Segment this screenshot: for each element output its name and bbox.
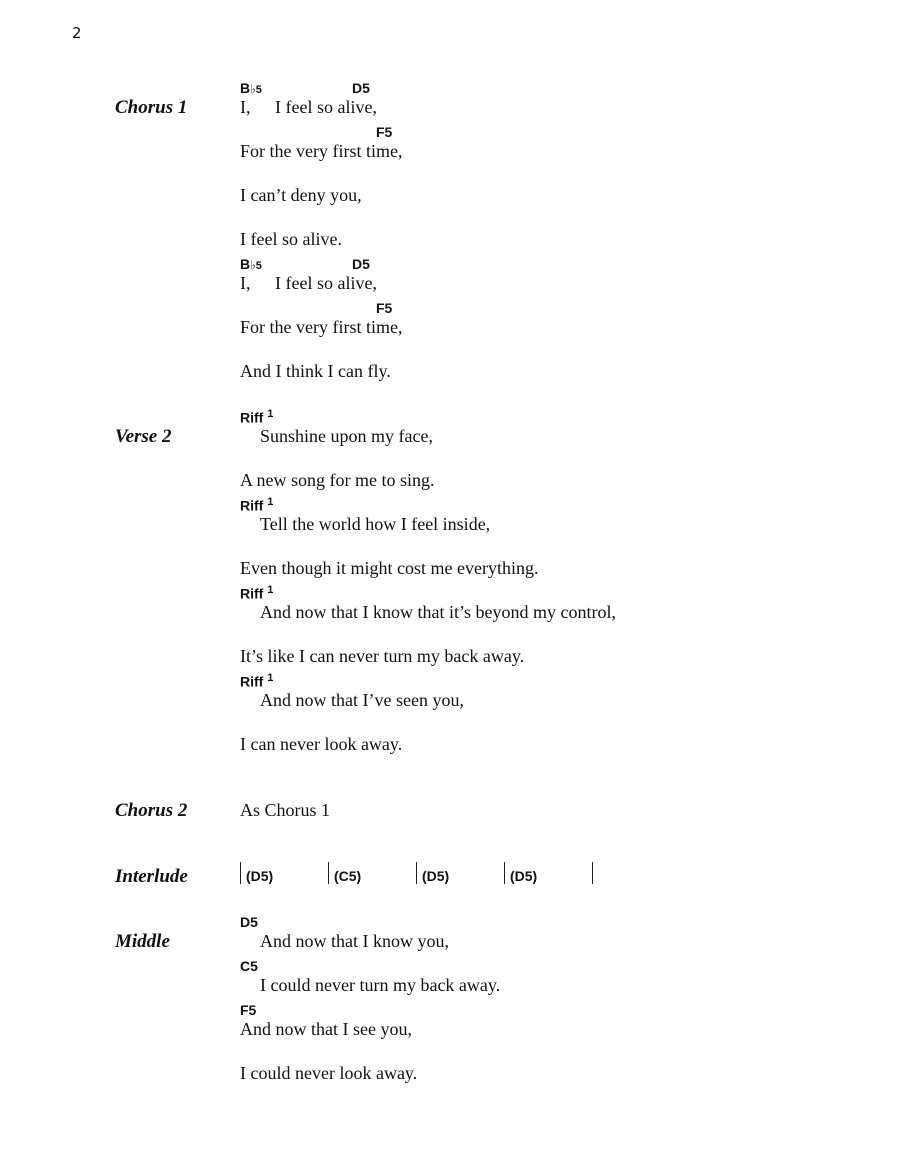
lyric-line: And now that I know you, <box>260 931 449 951</box>
lyric-line: And now that I’ve seen you, <box>260 690 464 710</box>
lyric-line: And now that I know that it’s beyond my control, <box>260 602 616 622</box>
lyric-line: I could never look away. <box>240 1063 418 1083</box>
riff-marker: Riff $^1$ <box>240 408 274 426</box>
lyric-line: Tell the world how I feel inside, <box>260 514 491 534</box>
lyric-line: And now that I see you, <box>240 1019 412 1039</box>
section-label-middle: Middle <box>115 931 170 952</box>
bar-line <box>592 862 593 884</box>
lyric-line: I could never turn my back away. <box>260 975 501 995</box>
riff-marker: Riff $^1$ <box>240 672 274 690</box>
bar-line <box>504 862 505 884</box>
page-number: 2 <box>72 24 82 42</box>
lyric-line: I feel so alive, <box>275 273 377 293</box>
interlude-chord: (D5) <box>422 868 450 884</box>
interlude-chord: (D5) <box>246 868 274 884</box>
interlude-chord: (C5) <box>334 868 362 884</box>
lyric-line: Sunshine upon my face, <box>260 426 433 446</box>
lyric-line: I, <box>240 273 251 293</box>
chord-d5: D5 <box>352 256 370 272</box>
lyric-line: And I think I can fly. <box>240 361 391 381</box>
bar-line <box>240 862 241 884</box>
interlude-chord: (D5) <box>510 868 538 884</box>
lyric-line: I, <box>240 97 251 117</box>
bar-line <box>328 862 329 884</box>
section-label-chorus-1: Chorus 1 <box>115 97 188 118</box>
riff-marker: Riff $^1$ <box>240 496 274 514</box>
chord-d5: D5 <box>352 80 370 96</box>
bar-line <box>416 862 417 884</box>
lyric-line: I feel so alive, <box>275 97 377 117</box>
lyric-line: I feel so alive. <box>240 229 342 249</box>
lyric-line: I can never look away. <box>240 734 403 754</box>
chord-f5: F5 <box>240 1002 257 1018</box>
section-label-verse-2: Verse 2 <box>115 426 172 447</box>
lyric-line: Even though it might cost me everything. <box>240 558 539 578</box>
lyric-line: A new song for me to sing. <box>240 470 435 490</box>
chord-f5: F5 <box>376 124 393 140</box>
chord-c5: C5 <box>240 958 258 974</box>
chorus-2-instruction: As Chorus 1 <box>240 800 331 820</box>
section-label-chorus-2: Chorus 2 <box>115 800 188 821</box>
lyric-line: It’s like I can never turn my back away. <box>240 646 525 666</box>
chord-bb5: B♭5 <box>240 80 262 96</box>
chord-d5: D5 <box>240 914 258 930</box>
riff-marker: Riff $^1$ <box>240 584 274 602</box>
chord-f5: F5 <box>376 300 393 316</box>
lyric-line: For the very first time, <box>240 141 403 161</box>
chord-bb5: B♭5 <box>240 256 262 272</box>
lyric-line: For the very first time, <box>240 317 403 337</box>
section-label-interlude: Interlude <box>115 866 188 887</box>
lyric-line: I can’t deny you, <box>240 185 362 205</box>
